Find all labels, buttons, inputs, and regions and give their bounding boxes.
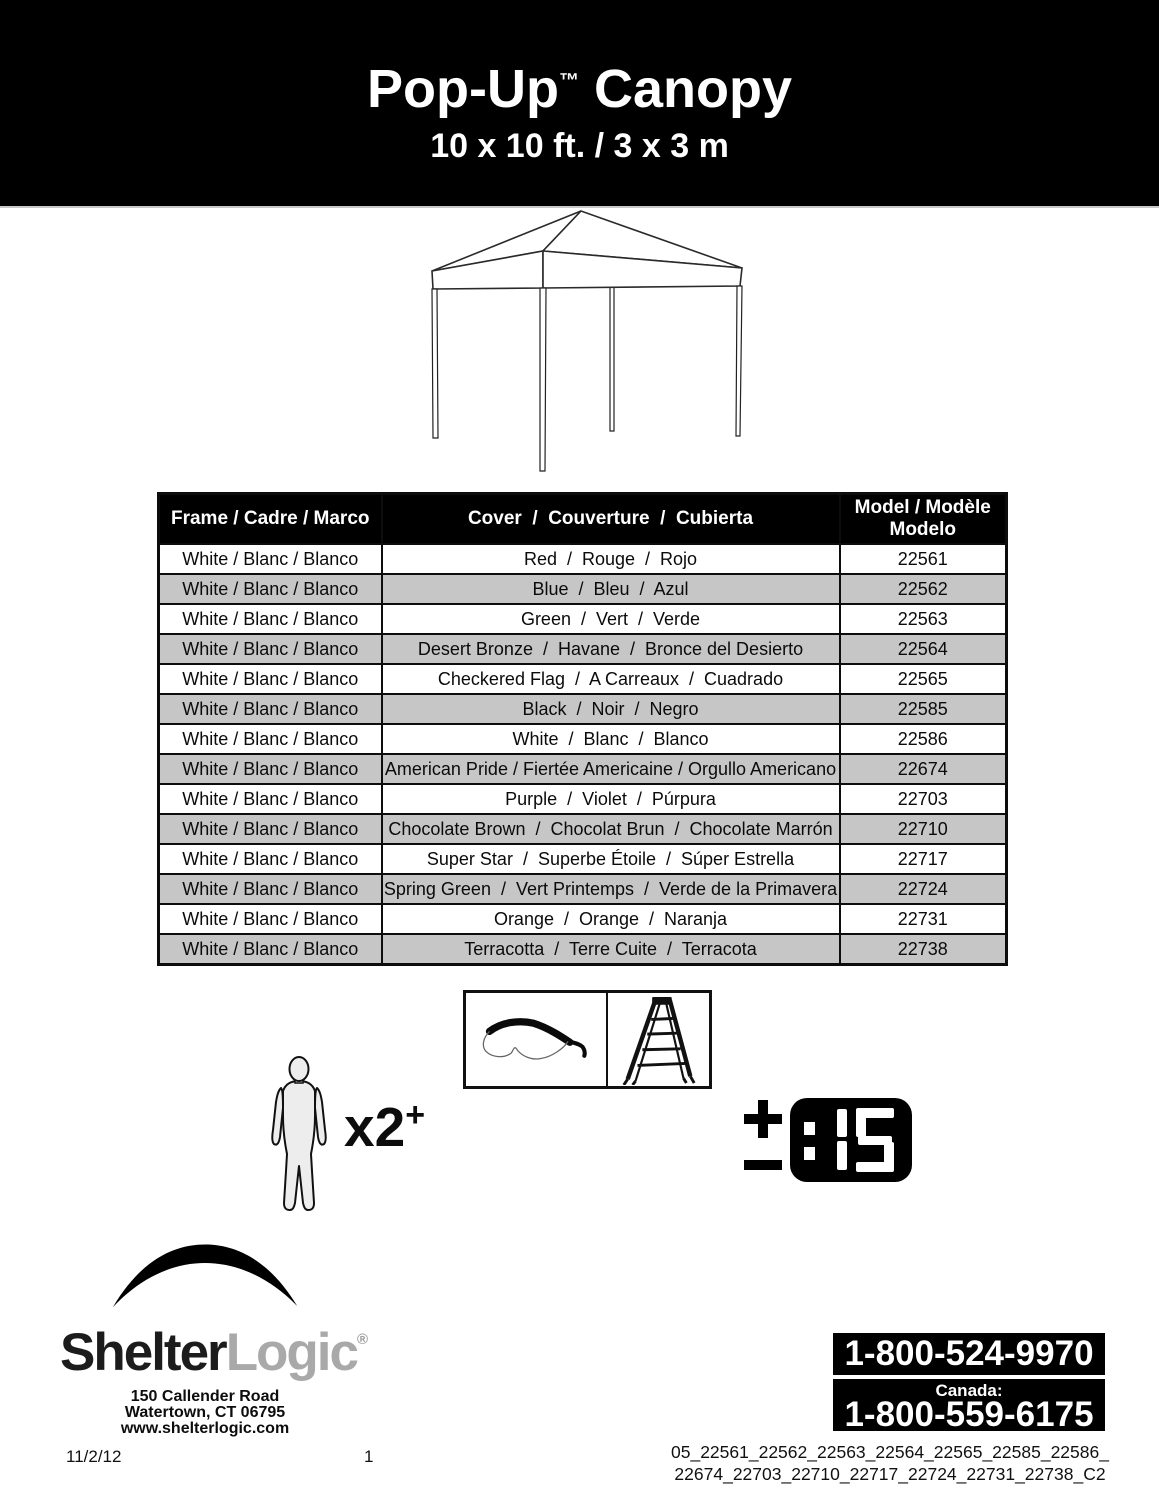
table-row [159, 934, 1007, 965]
cover-cell: Checkered Flag / A Carreaux / Cuadrado [382, 664, 840, 694]
col-header-cover: Cover / Couverture / Cubierta [382, 494, 840, 545]
frame-cell: White / Blanc / Blanco [159, 784, 382, 814]
footer-doc-codes [650, 1441, 1130, 1485]
table-row [159, 784, 1007, 814]
canopy-illustration [420, 206, 765, 476]
frame-cell: White / Blanc / Blanco [159, 574, 382, 604]
model-cell: 22585 [840, 694, 1007, 724]
table-row [159, 874, 1007, 904]
footer-date: 11/2/12 [66, 1447, 122, 1466]
safety-pictogram-box [463, 990, 712, 1089]
doc-code-line2: 22674_22703_22710_22717_22724_22731_22738_C2 [674, 1464, 1106, 1484]
model-cell: 22586 [840, 724, 1007, 754]
cover-cell: Blue / Bleu / Azul [382, 574, 840, 604]
cover-cell: Desert Bronze / Havane / Bronce del Desierto [382, 634, 840, 664]
company-website: www.shelterlogic.com [120, 1419, 290, 1437]
frame-cell: White / Blanc / Blanco [159, 934, 382, 965]
table-row [159, 574, 1007, 604]
model-cell: 22561 [840, 544, 1007, 574]
title-suffix: Canopy [578, 59, 792, 119]
model-cell: 22565 [840, 664, 1007, 694]
frame-cell: White / Blanc / Blanco [159, 634, 382, 664]
table-row [159, 754, 1007, 784]
table-row [159, 544, 1007, 574]
frame-cell: White / Blanc / Blanco [159, 664, 382, 694]
crew-count: x2 [344, 1096, 406, 1158]
us-phone-banner: 1-800-524-9970 [833, 1333, 1105, 1375]
table-header-row [159, 494, 1007, 545]
col-header-model-line1: Model / Modèle [854, 497, 991, 518]
title-main: Pop-Up [367, 59, 559, 119]
model-cell: 22703 [840, 784, 1007, 814]
cover-cell: Spring Green / Vert Printemps / Verde de la Primavera [382, 874, 840, 904]
canada-phone-banner [833, 1379, 1105, 1434]
cover-cell: Terracotta / Terre Cuite / Terracota [382, 934, 840, 965]
col-header-model [840, 494, 1007, 545]
model-cell: 22674 [840, 754, 1007, 784]
model-cell: 22731 [840, 904, 1007, 934]
model-cell: 22717 [840, 844, 1007, 874]
model-cell: 22564 [840, 634, 1007, 664]
address-line1: 150 Callender Road [130, 1388, 280, 1405]
logo-part1: Shelter [60, 1323, 226, 1382]
person-icon [258, 1056, 340, 1214]
crew-plus: + [405, 1096, 426, 1134]
frame-cell: White / Blanc / Blanco [159, 874, 382, 904]
model-table [157, 492, 1008, 966]
plus-minus-icon [744, 1100, 784, 1174]
frame-cell: White / Blanc / Blanco [159, 814, 382, 844]
doc-code-line1: 05_22561_22562_22563_22564_22565_22585_22586_ [671, 1442, 1109, 1462]
page-title [0, 52, 1159, 118]
trademark-symbol: ™ [558, 70, 579, 92]
cover-cell: Green / Vert / Verde [382, 604, 840, 634]
crew-count-label [344, 1096, 426, 1158]
title-banner [0, 0, 1159, 206]
frame-cell: White / Blanc / Blanco [159, 754, 382, 784]
table-row [159, 634, 1007, 664]
cover-cell: Chocolate Brown / Chocolat Brun / Chocolate Marrón [382, 814, 840, 844]
frame-cell: White / Blanc / Blanco [159, 694, 382, 724]
company-logo-block [60, 1243, 369, 1437]
registered-symbol: ® [357, 1331, 369, 1348]
canada-label: Canada: [935, 1381, 1003, 1400]
canada-phone-number: 1-800-559-6175 [844, 1395, 1094, 1434]
cover-cell: White / Blanc / Blanco [382, 724, 840, 754]
table-row [159, 604, 1007, 634]
table-row [159, 844, 1007, 874]
footer-page-number: 1 [364, 1447, 374, 1466]
cover-cell: Red / Rouge / Rojo [382, 544, 840, 574]
frame-cell: White / Blanc / Blanco [159, 604, 382, 634]
ladder-cell [608, 993, 709, 1086]
col-header-model-line2: Modelo [889, 519, 956, 540]
table-row [159, 694, 1007, 724]
address-line2: Watertown, CT 06795 [124, 1403, 286, 1421]
cover-cell: American Pride / Fiertée Americaine / Orgullo Americano [382, 754, 840, 784]
table-row [159, 664, 1007, 694]
frame-cell: White / Blanc / Blanco [159, 544, 382, 574]
shelterlogic-arch-icon [109, 1243, 301, 1310]
table-row [159, 904, 1007, 934]
frame-cell: White / Blanc / Blanco [159, 904, 382, 934]
model-cell: 22724 [840, 874, 1007, 904]
assembly-time-display [790, 1098, 912, 1182]
frame-cell: White / Blanc / Blanco [159, 844, 382, 874]
model-cell: 22562 [840, 574, 1007, 604]
safety-glasses-icon [474, 998, 598, 1082]
company-logo-text [60, 1312, 369, 1382]
model-cell: 22710 [840, 814, 1007, 844]
model-cell: 22563 [840, 604, 1007, 634]
frame-cell: White / Blanc / Blanco [159, 724, 382, 754]
model-cell: 22738 [840, 934, 1007, 965]
table-row [159, 724, 1007, 754]
page-subtitle: 10 x 10 ft. / 3 x 3 m [430, 127, 729, 165]
cover-cell: Purple / Violet / Púrpura [382, 784, 840, 814]
table-row [159, 814, 1007, 844]
cover-cell: Super Star / Superbe Étoile / Súper Estrella [382, 844, 840, 874]
safety-glasses-cell [466, 993, 608, 1086]
col-header-frame: Frame / Cadre / Marco [159, 494, 382, 545]
ladder-icon [615, 995, 703, 1085]
cover-cell: Orange / Orange / Naranja [382, 904, 840, 934]
company-address [60, 1389, 350, 1436]
logo-part2: Logic [225, 1323, 358, 1382]
cover-cell: Black / Noir / Negro [382, 694, 840, 724]
